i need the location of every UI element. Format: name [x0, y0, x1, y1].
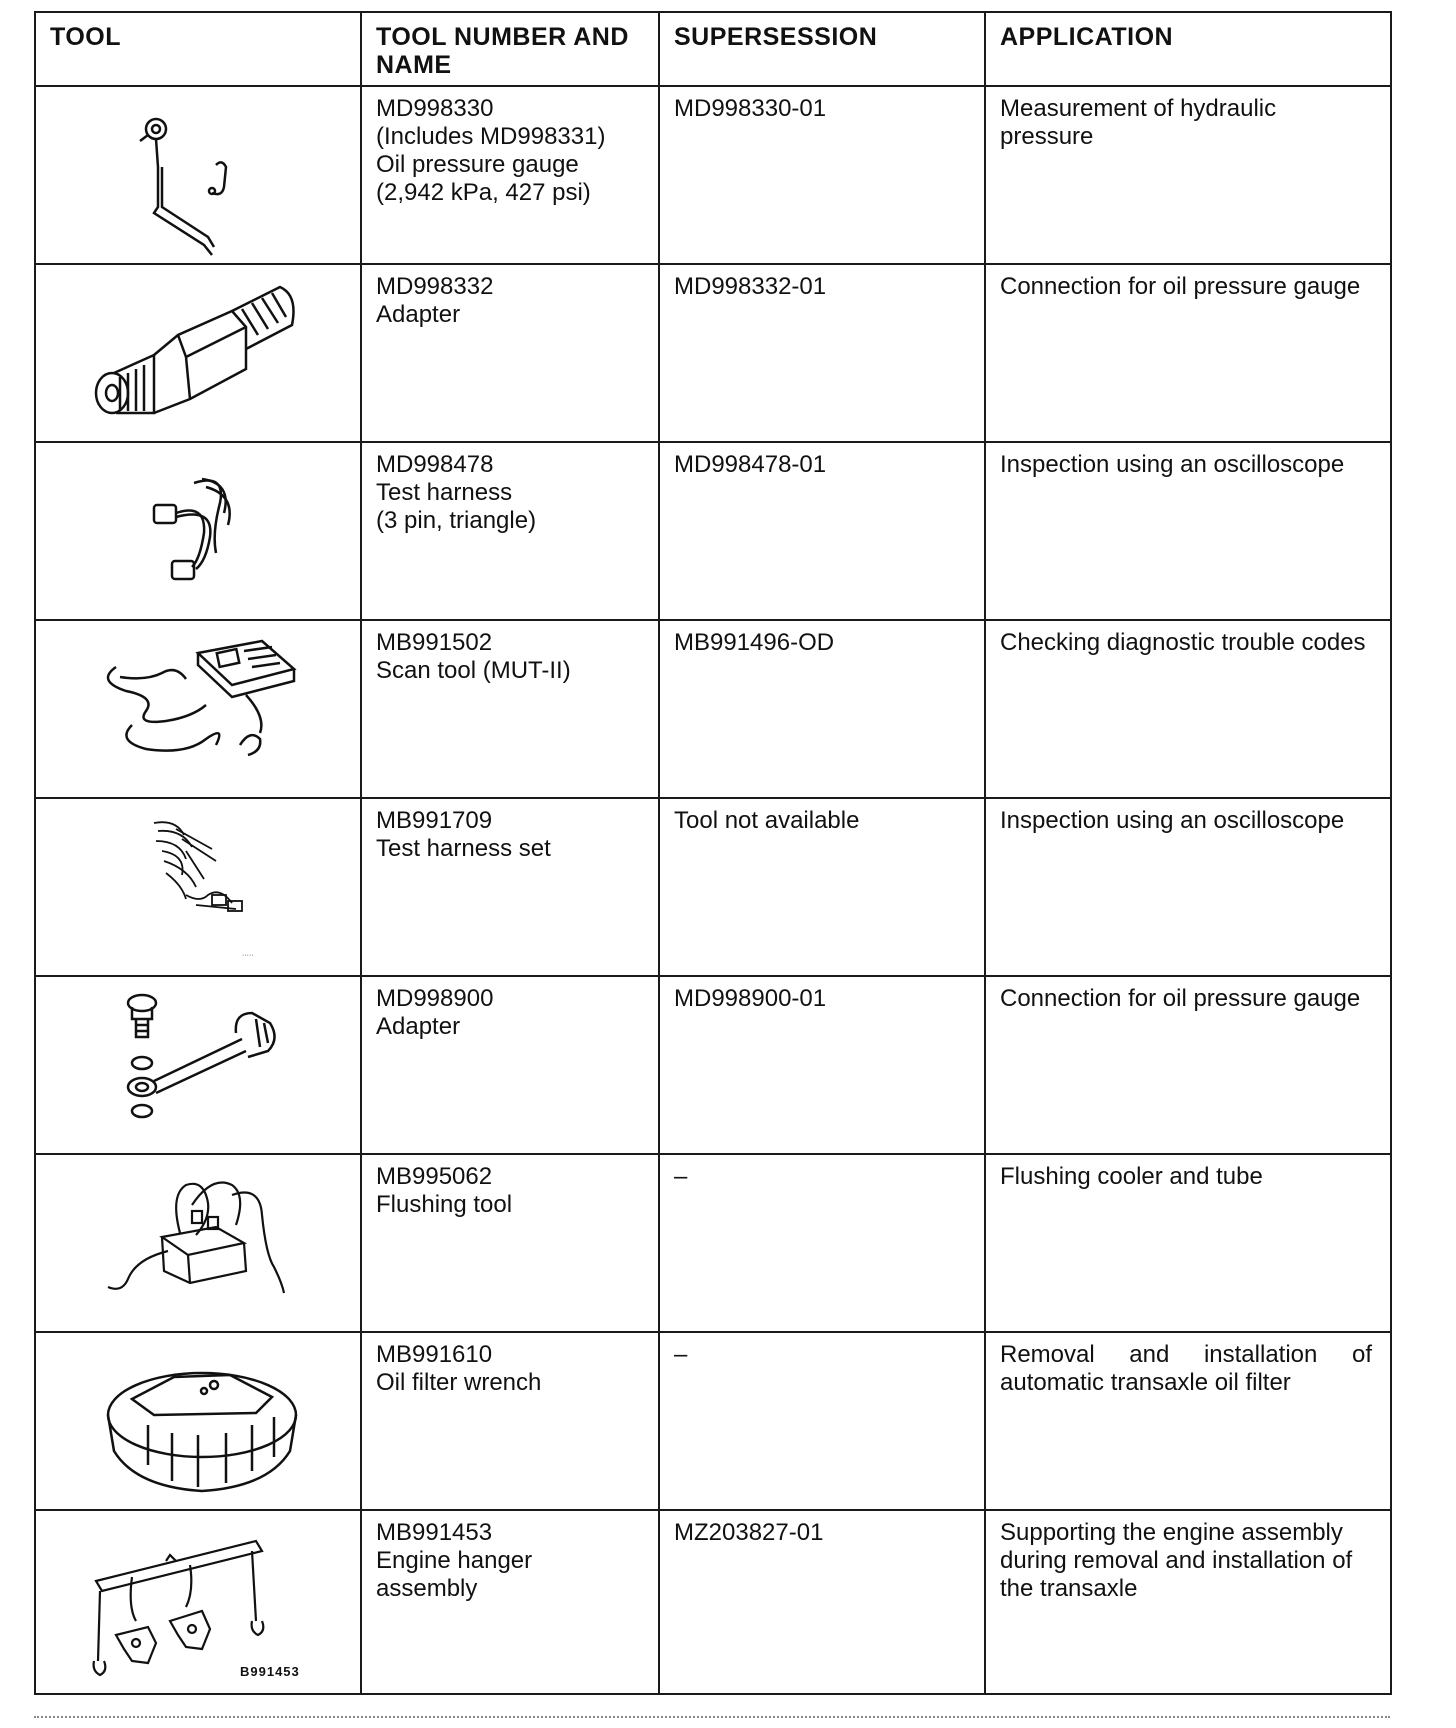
adapter-fitting-icon — [36, 265, 362, 443]
tool-number-and-name-cell — [361, 442, 659, 620]
supersession-cell — [659, 1332, 985, 1510]
supersession: MD998332-01 — [674, 273, 827, 300]
supersession-cell — [659, 620, 985, 798]
application-cell — [985, 798, 1391, 976]
table-row — [35, 798, 1391, 976]
oil-filter-wrench-icon — [36, 1333, 362, 1511]
table-row — [35, 86, 1391, 264]
tool-number-and-name: MD998478 Test harness (3 pin, triangle) — [376, 451, 537, 534]
supersession: Tool not available — [674, 807, 860, 834]
tool-image-cell — [35, 1154, 361, 1332]
tool-number-and-name-cell — [361, 1510, 659, 1694]
scan-tool-icon — [36, 621, 362, 799]
table-row — [35, 442, 1391, 620]
table-row — [35, 1154, 1391, 1332]
application-cell — [985, 1332, 1391, 1510]
supersession: MD998478-01 — [674, 451, 827, 478]
application: Inspection using an oscilloscope — [1000, 807, 1345, 834]
tool-number-and-name: MB995062 Flushing tool — [376, 1163, 513, 1218]
tool-number-and-name-cell — [361, 264, 659, 442]
tool-number-and-name-cell — [361, 798, 659, 976]
supersession-cell — [659, 86, 985, 264]
application: Connection for oil pressure gauge — [1000, 273, 1361, 300]
tool-number-and-name-cell — [361, 1332, 659, 1510]
application: Supporting the engine assembly during removal and installation of the transaxle — [1000, 1519, 1353, 1602]
application: Checking diagnostic trouble codes — [1000, 629, 1366, 656]
tool-number-and-name: MB991502 Scan tool (MUT-II) — [376, 629, 571, 684]
supersession-cell — [659, 264, 985, 442]
application-cell — [985, 976, 1391, 1154]
tool-number-and-name: MB991709 Test harness set — [376, 807, 551, 862]
tool-image-cell — [35, 1332, 361, 1510]
supersession: MB991496-OD — [674, 629, 835, 656]
supersession-cell — [659, 798, 985, 976]
tool-number-and-name: MB991610 Oil filter wrench — [376, 1341, 542, 1396]
application-cell — [985, 264, 1391, 442]
supersession: – — [674, 1341, 688, 1368]
tool-number-and-name-cell — [361, 620, 659, 798]
flushing-tool-icon — [36, 1155, 362, 1333]
page-bottom-edge — [34, 1716, 1390, 1720]
tool-number-and-name: MD998900 Adapter — [376, 985, 494, 1040]
table-row — [35, 976, 1391, 1154]
application: Measurement of hydraulic pressure — [1000, 95, 1277, 150]
application: Connection for oil pressure gauge — [1000, 985, 1361, 1012]
application-cell — [985, 620, 1391, 798]
tool-number-and-name-cell — [361, 1154, 659, 1332]
application: Flushing cooler and tube — [1000, 1163, 1263, 1190]
tool-number-and-name: MD998332 Adapter — [376, 273, 494, 328]
table-header-row — [35, 12, 1391, 86]
tool-image-cell — [35, 620, 361, 798]
tool-image-cell — [35, 86, 361, 264]
image-caption-tiny: ····· — [242, 952, 254, 959]
supersession: – — [674, 1163, 688, 1190]
supersession: MD998330-01 — [674, 95, 827, 122]
supersession-cell — [659, 442, 985, 620]
table-row — [35, 264, 1391, 442]
table-row — [35, 1510, 1391, 1694]
tool-number-and-name: MD998330 (Includes MD998331) Oil pressure gauge (2,942 kPa, 427 psi) — [376, 95, 606, 206]
tool-image-cell — [35, 1510, 361, 1694]
special-tools-table — [34, 11, 1392, 1695]
adapter-bolt-set-icon — [36, 977, 362, 1155]
header-application: APPLICATION — [985, 12, 1391, 86]
header-tool: TOOL — [35, 12, 361, 86]
application: Removal and installation of automatic transaxle oil filter — [1000, 1341, 1372, 1396]
supersession-cell — [659, 976, 985, 1154]
oil-pressure-gauge-icon — [36, 87, 362, 265]
tool-number-and-name: MB991453 Engine hanger assembly — [376, 1519, 533, 1602]
application-cell — [985, 1510, 1391, 1694]
tool-number-and-name-cell — [361, 86, 659, 264]
image-caption: B991453 — [240, 1664, 300, 1679]
table-row — [35, 1332, 1391, 1510]
tool-image-cell — [35, 798, 361, 976]
table-row — [35, 620, 1391, 798]
supersession: MD998900-01 — [674, 985, 827, 1012]
test-harness-icon — [36, 443, 362, 621]
application: Inspection using an oscilloscope — [1000, 451, 1345, 478]
test-harness-set-icon — [36, 799, 362, 977]
tool-number-and-name-cell — [361, 976, 659, 1154]
supersession: MZ203827-01 — [674, 1519, 824, 1546]
tool-image-cell — [35, 442, 361, 620]
header-tool-number-and-name: TOOL NUMBER AND NAME — [361, 12, 659, 86]
application-cell — [985, 442, 1391, 620]
engine-hanger-icon — [36, 1511, 362, 1689]
header-supersession: SUPERSESSION — [659, 12, 985, 86]
tool-image-cell — [35, 976, 361, 1154]
application-cell — [985, 1154, 1391, 1332]
supersession-cell — [659, 1154, 985, 1332]
supersession-cell — [659, 1510, 985, 1694]
tool-image-cell — [35, 264, 361, 442]
application-cell — [985, 86, 1391, 264]
